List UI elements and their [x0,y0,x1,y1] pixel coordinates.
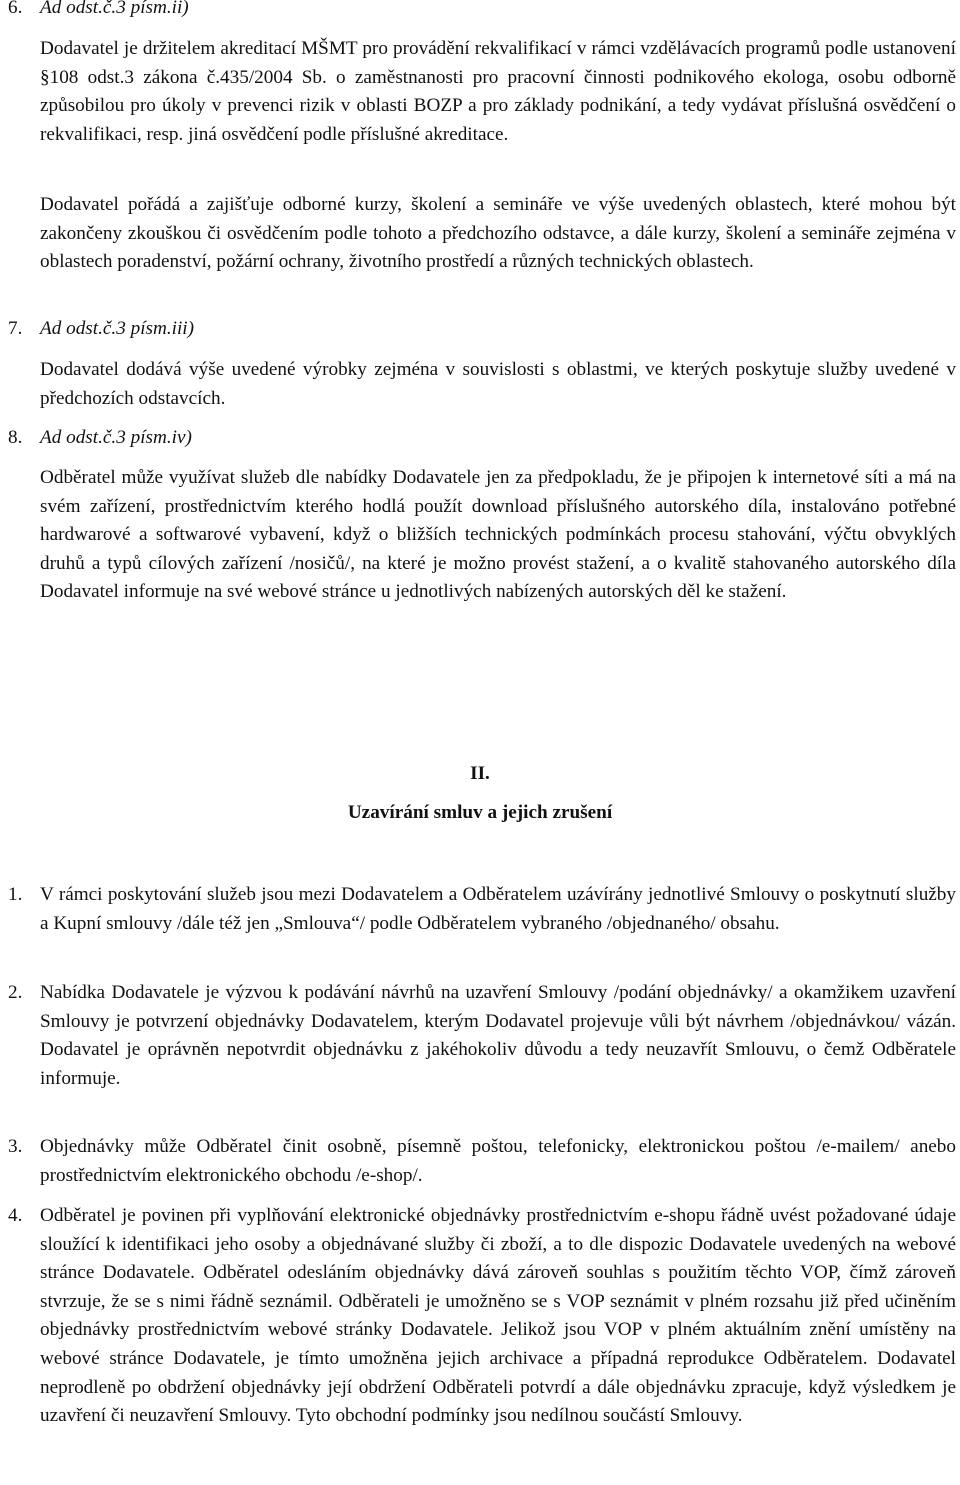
section-8-paragraph-1: Odběratel může využívat služeb dle nabídky Dodavatele jen za předpokladu, že je připojen k internetové síti a má na svém zařízení, prostřednictvím kterého hodlá použít download příslušného autorského díla, instalováno potřebné hardwarové a softwarové vybavení, když o bližších technických podmínkách procesu stahování, výčtu obvyklých druhů a typů cílových zařízení /nosičů/, na které je možno provést stažení, a o kvalitě stahovaného autorského díla Dodavatel informuje na své webové stránce u jednotlivých nabízených autorských děl ke stažení. [40,467,956,603]
section-heading-text: Ad odst.č.3 písm.iv) [40,427,192,448]
list-item-number: 4. [8,1205,23,1226]
list-item [8,881,956,938]
list-item-number: 2. [8,982,23,1003]
section-6-paragraph-2: Dodavatel pořádá a zajišťuje odborné kurzy, školení a semináře ve výše uvedených oblastech, které mohou být zakončeny zkouškou či osvědčením podle tohoto a předchozího odstavce, a dále kurzy, školení a semináře zejména v oblastech poradenství, požární ochrany, životního prostředí a různých technických oblastech. [40,194,956,273]
list-item [8,1133,956,1190]
chapter-title: Uzavírání smluv a jejich zrušení [347,802,613,823]
list-item [8,1202,956,1431]
section-heading-text: Ad odst.č.3 písm.iii) [40,318,195,339]
section-number: 7. [8,318,23,339]
chapter-number: II. [470,763,490,784]
list-item [8,979,956,1093]
section-8-heading [8,424,192,453]
list-item-text: Objednávky může Odběratel činit osobně, písemně poštou, telefonicky, elektronickou poštou /e-mailem/ anebo prostřednictvím elektronického obchodu /e-shop/. [40,1136,956,1186]
section-6-heading [8,0,189,23]
section-6-paragraph-1: Dodavatel je držitelem akreditací MŠMT pro provádění rekvalifikací v rámci vzdělávacích programů podle ustanovení §108 odst.3 zákona č.435/2004 Sb. o zaměstnanosti pro pracovní činnosti podnikového ekologa, osobu odborně způsobilou pro úkoly v prevenci rizik v oblasti BOZP a pro základy podnikání, a tedy vydávat příslušná osvědčení o rekvalifikaci, resp. jiná osvědčení podle příslušné akreditace. [40,38,956,145]
list-item-text: Odběratel je povinen při vyplňování elektronické objednávky prostřednictvím e-shopu řádně uvést požadované údaje sloužící k identifikaci jeho osoby a objednávané služby či zboží, a to dle dispozic Dodavatele uvedených na webové stránce Dodavatele. Odběratel odesláním objednávky dává zároveň souhlas s použitím těchto VOP, čímž zároveň stvrzuje, že se s nimi řádně seznámil. Odběrateli je umožněno se s VOP seznámit v plném rozsahu již před učiněním objednávky prostřednictvím webové stránky Dodavatele. Jelikož jsou VOP v plném aktuálním znění umístěny na webové stránce Dodavatele, je tímto umožněna jejich archivace a případná reprodukce Odběratelem. Dodavatel neprodleně po obdržení objednávky její obdržení Odběrateli potvrdí a dále objednávku zpracuje, když výsledkem je uzavření či neuzavření Smlouvy. Tyto obchodní podmínky jsou nedílnou součástí Smlouvy. [40,1205,956,1427]
section-number: 6. [8,0,23,18]
section-number: 8. [8,427,23,448]
section-7-paragraph-1: Dodavatel dodává výše uvedené výrobky zejména v souvislosti s oblastmi, ve kterých poskytuje služby uvedené v předchozích odstavcích. [40,359,956,409]
section-heading-text: Ad odst.č.3 písm.ii) [40,0,189,18]
list-item-number: 1. [8,884,23,905]
list-item-text: V rámci poskytování služeb jsou mezi Dodavatelem a Odběratelem uzávírány jednotlivé Smlouvy o poskytnutí služby a Kupní smlouvy /dále též jen „Smlouva“/ podle Odběratelem vybraného /objednaného/ obsahu. [40,884,956,934]
section-7-heading [8,315,194,344]
list-item-text: Nabídka Dodavatele je výzvou k podávání návrhů na uzavření Smlouvy /podání objednávky/ a okamžikem uzavření Smlouvy je potvrzení objednávky Dodavatelem, kterým Dodavatel projevuje vůli být návrhem /objednávkou/ vázán. Dodavatel je oprávněn nepotvrdit objednávku z jakéhokoliv důvodu a tedy neuzavřít Smlouvu, o čemž Odběratele informuje. [40,982,956,1089]
list-item-number: 3. [8,1136,23,1157]
